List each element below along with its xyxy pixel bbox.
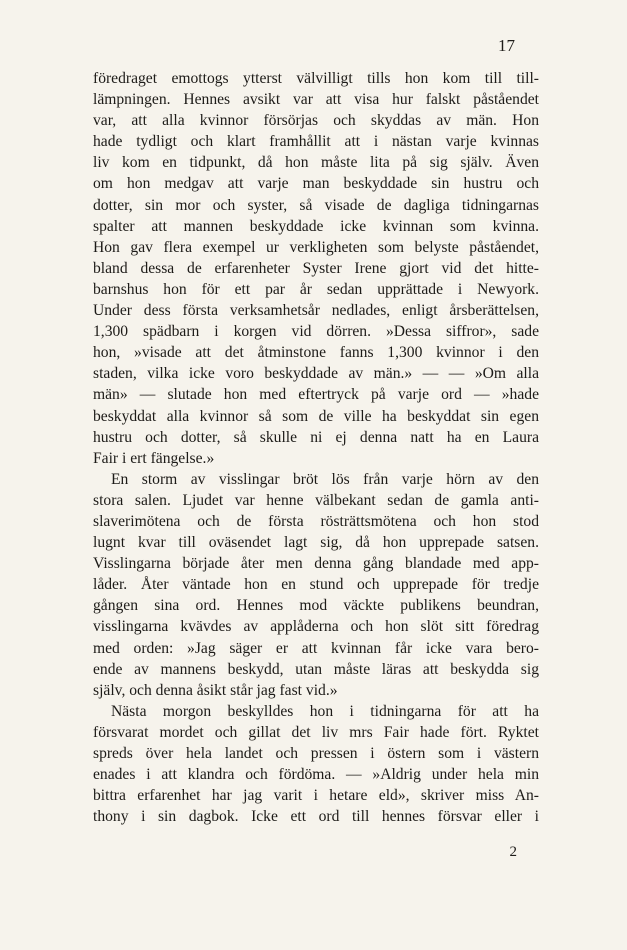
body-text [93,68,539,827]
text-line: barnshus hon för ett par år sedan upprättade i Newyork. [93,280,539,298]
text-line: män» — slutade hon med eftertryck på varje ord — »hade [93,386,539,404]
text-line: slaverimötena och de första rösträttsmötena och hon stod [93,512,539,530]
text-line: bittra erfarenhet har jag varit i hetare eld», skriver miss An- [93,787,539,805]
text-line: var, att alla kvinnor försörjas och skyddas av män. Hon [93,112,539,130]
text-line: dotter, sin mor och syster, så visade de dagliga tidningarnas [93,196,539,214]
text-line: Hon gav flera exempel ur verkligheten som belyste påståendet, [93,238,539,256]
text-line: 1,300 spädbarn i korgen vid dörren. »Dessa siffror», sade [93,323,539,341]
text-line: spreds över hela landet och pressen i östern som i västern [93,745,539,762]
text-line: En storm av visslingar bröt lös från varje hörn av den [111,470,539,488]
text-line: om hon medgav att varje man beskyddade sin hustru och [93,175,539,193]
text-line: gången sina ord. Hennes mod väckte publikens beundran, [93,597,539,615]
text-line: Visslingarna började åter men denna gång blandade med app- [93,555,539,573]
text-line: hade tydligt och klart framhållit att i nästan varje kvinnas [93,133,539,151]
text-line: lämpningen. Hennes avsikt var att visa hur falskt påståendet [93,91,539,109]
text-line: Fair i ert fängelse.» [93,449,215,467]
text-line: beskyddat alla kvinnor så som de ville ha beskyddat sin egen [93,407,539,425]
text-line: spalter att mannen beskyddade icke kvinnan som kvinna. [93,217,539,235]
signature-mark: 2 [509,844,517,860]
page-number: 17 [498,36,515,55]
text-line: enades i att klandra och fördöma. — »Aldrig under hela min [93,766,539,784]
text-line: Nästa morgon beskylldes hon i tidningarna för att ha [111,702,539,720]
text-line: Under dess första verksamhetsår nedlades, enligt årsberättelsen, [93,302,539,320]
text-line: med orden: »Jag säger er att kvinnan får icke vara bero- [93,639,539,657]
text-line: thony i sin dagbok. Icke ett ord till hennes försvar eller i [93,808,539,826]
text-line: visslingarna kvävdes av applåderna och hon slöt sitt föredrag [93,618,539,636]
text-line: föredraget emottogs ytterst välvilligt tills hon kom till till- [93,70,539,87]
text-line: låder. Åter väntade hon en stund och upprepade för tredje [93,576,539,594]
text-line: hon, »visade att det åtminstone fanns 1,300 kvinnor i den [93,344,539,362]
text-line: försvarat mordet och gillat det liv mrs Fair hade fört. Ryktet [93,723,539,741]
text-line: liv kom en tidpunkt, då hon måste lita på sig själv. Även [93,154,539,172]
text-line: hustru och dotter, så skulle ni ej denna natt ha en Laura [93,428,539,446]
text-line: lugnt kvar till oväsendet lagt sig, då hon upprepade satsen. [93,534,539,552]
text-line: bland dessa de erfarenheter Syster Irene gjort vid det hitte- [93,259,539,277]
text-line: staden, vilka icke voro beskyddade av män.» — — »Om alla [93,365,539,383]
text-line: stora salen. Ljudet var henne välbekant sedan de gamla anti- [93,491,539,509]
text-line: ende av mannens beskydd, utan måste läras att beskydda sig [93,660,539,678]
text-line: själv, och denna åsikt står jag fast vid.» [93,681,338,699]
